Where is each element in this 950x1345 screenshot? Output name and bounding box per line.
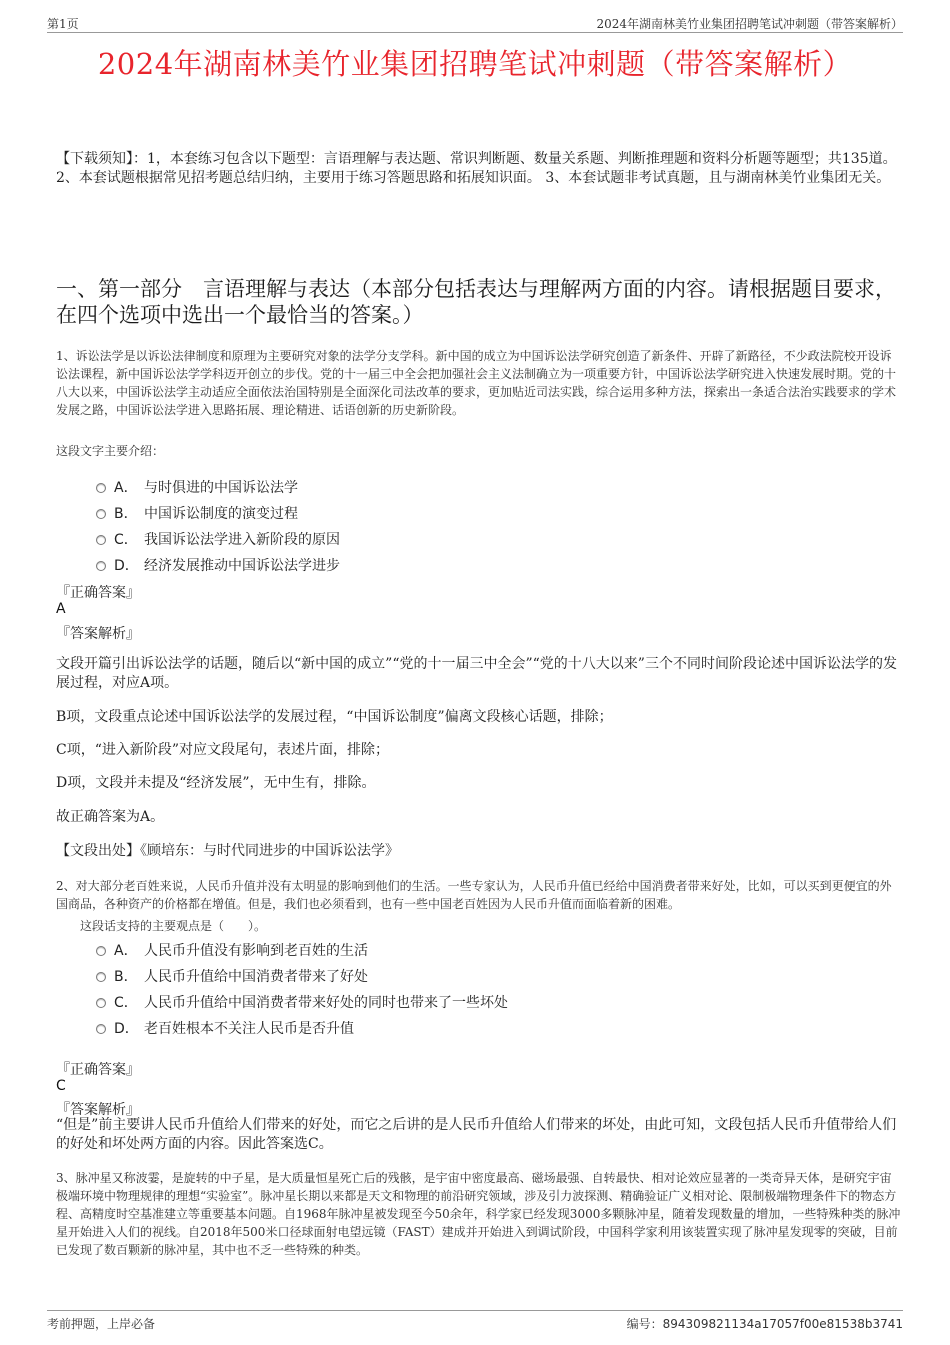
q1-option-c[interactable]: C． 我国诉讼法学进入新阶段的原因 <box>96 529 340 549</box>
q2-ask: 这段话支持的主要观点是（ ）。 <box>80 919 267 933</box>
q2-option-d[interactable]: D． 老百姓根本不关注人民币是否升值 <box>96 1018 354 1038</box>
q1-analysis-5: 故正确答案为A。 <box>56 809 165 825</box>
q1-source: 【文段出处】《顾培东：与时代同进步的中国诉讼法学》 <box>56 843 399 859</box>
q1-analysis-1: 文段开篇引出诉讼法学的话题，随后以“新中国的成立”“党的十一届三中全会”“党的十八大以来”三个不同时间阶段论述中国诉讼法学的发展过程，对应A项。 <box>56 656 897 691</box>
section-heading: 一、第一部分 言语理解与表达（本部分包括表达与理解两方面的内容。请根据题目要求，在四个选项中选出一个最恰当的答案。） <box>56 277 896 327</box>
page-header <box>47 14 903 33</box>
radio-icon[interactable] <box>96 998 106 1008</box>
q1-answer: A <box>56 601 66 617</box>
q1-analysis-2: B项，文段重点论述中国诉讼法学的发展过程，“中国诉讼制度”偏离文段核心话题，排除； <box>56 709 613 725</box>
radio-icon[interactable] <box>96 483 106 493</box>
q1-analysis-3: C项，“进入新阶段”对应文段尾句，表述片面，排除； <box>56 742 390 758</box>
q1-stem: 1、诉讼法学是以诉讼法律制度和原理为主要研究对象的法学分支学科。新中国的成立为中国诉讼法学研究创造了新条件、开辟了新路径，不少政法院校开设诉讼法课程，新中国诉讼法学学科迈开创立的步伐。党的十一届三中全会把加强社会主义法制确立为一项重要方针，中国诉讼法学研究进入快速发展时期。党的十八大以来，中国诉讼法学主动适应全面依法治国特别是全面深化司法改革的要求，更加贴近司法实践，综合运用多种方法，探索出一条适合法治实践要求的学术发展之路，中国诉讼法学进入思路拓展、理论精进、话语创新的历史新阶段。 <box>56 349 897 417</box>
q2-stem: 2、对大部分老百姓来说，人民币升值并没有太明显的影响到他们的生活。一些专家认为，人民币升值已经给中国消费者带来好处，比如，可以买到更便宜的外国商品，各种资产的价格都在增值。但是，我们也必须看到，也有一些中国老百姓因为人民币升值而面临着新的困难。 <box>56 879 892 911</box>
q1-ask: 这段文字主要介绍： <box>56 444 165 458</box>
footer-slogan: 考前押题，上岸必备 <box>47 1317 156 1331</box>
q2-option-c[interactable]: C． 人民币升值给中国消费者带来好处的同时也带来了一些坏处 <box>96 992 508 1012</box>
page-number: 第1页 <box>47 17 79 31</box>
radio-icon[interactable] <box>96 561 106 571</box>
header-doc-title: 2024年湖南林美竹业集团招聘笔试冲刺题（带答案解析） <box>596 17 903 31</box>
download-notice: 【下载须知】：1，本套练习包含以下题型：言语理解与表达题、常识判断题、数量关系题、判断推理题和资料分析题等题型；共135道。 2、本套试题根据常见招考题总结归纳，主要用于练习答题思路和拓展知识面。 3、本套试题非考试真题，且与湖南林美竹业集团无关。 <box>56 151 897 186</box>
q2-answer: C <box>56 1078 66 1094</box>
q1-analysis-4: D项，文段并未提及“经济发展”，无中生有，排除。 <box>56 775 376 791</box>
radio-icon[interactable] <box>96 972 106 982</box>
radio-icon[interactable] <box>96 1024 106 1034</box>
page-footer <box>47 1310 903 1333</box>
q1-option-d[interactable]: D． 经济发展推动中国诉讼法学进步 <box>96 555 340 575</box>
q1-analysis-label: 『答案解析』 <box>56 626 140 642</box>
radio-icon[interactable] <box>96 535 106 545</box>
q2-analysis: “但是”前主要讲人民币升值给人们带来的好处，而它之后讲的是人民币升值给人们带来的坏处，由此可知，文段包括人民币升值带给人们的好处和坏处两方面的内容。因此答案选C。 <box>56 1117 897 1152</box>
q2-option-a[interactable]: A． 人民币升值没有影响到老百姓的生活 <box>96 940 368 960</box>
q3-stem: 3、脉冲星又称波霎，是旋转的中子星，是大质量恒星死亡后的残骸，是宇宙中密度最高、磁场最强、自转最快、相对论效应显著的一类奇异天体，是研究宇宙极端环境中物理规律的理想“实验室”。脉冲星长期以来都是天文和物理的前沿研究领域，涉及引力波探测、精确验证广义相对论、限制极端物理条件下的物态方程、高精度时空基准建立等重要基本问题。自1968年脉冲星被发现至今50余年，科学家已经发现3000多颗脉冲星，随着发现数量的增加，一些特殊种类的脉冲星开始进入人们的视线。自2018年500米口径球面射电望远镜（FAST）建成并开始进入到调试阶段，中国科学家利用该装置实现了脉冲星发现零的突破，目前已发现了数百颗新的脉冲星，其中也不乏一些特殊的种类。 <box>56 1171 901 1257</box>
q1-option-b[interactable]: B． 中国诉讼制度的演变过程 <box>96 503 298 523</box>
document-title: 2024年湖南林美竹业集团招聘笔试冲刺题（带答案解析） <box>97 47 853 81</box>
q2-answer-label: 『正确答案』 <box>56 1062 140 1078</box>
radio-icon[interactable] <box>96 509 106 519</box>
q1-answer-label: 『正确答案』 <box>56 585 140 601</box>
radio-icon[interactable] <box>96 946 106 956</box>
footer-code: 编号：894309821134a17057f00e81538b3741 <box>626 1317 903 1331</box>
q2-option-b[interactable]: B． 人民币升值给中国消费者带来了好处 <box>96 966 368 986</box>
q1-option-a[interactable]: A． 与时俱进的中国诉讼法学 <box>96 477 298 497</box>
q2-analysis-label: 『答案解析』 <box>56 1102 140 1118</box>
